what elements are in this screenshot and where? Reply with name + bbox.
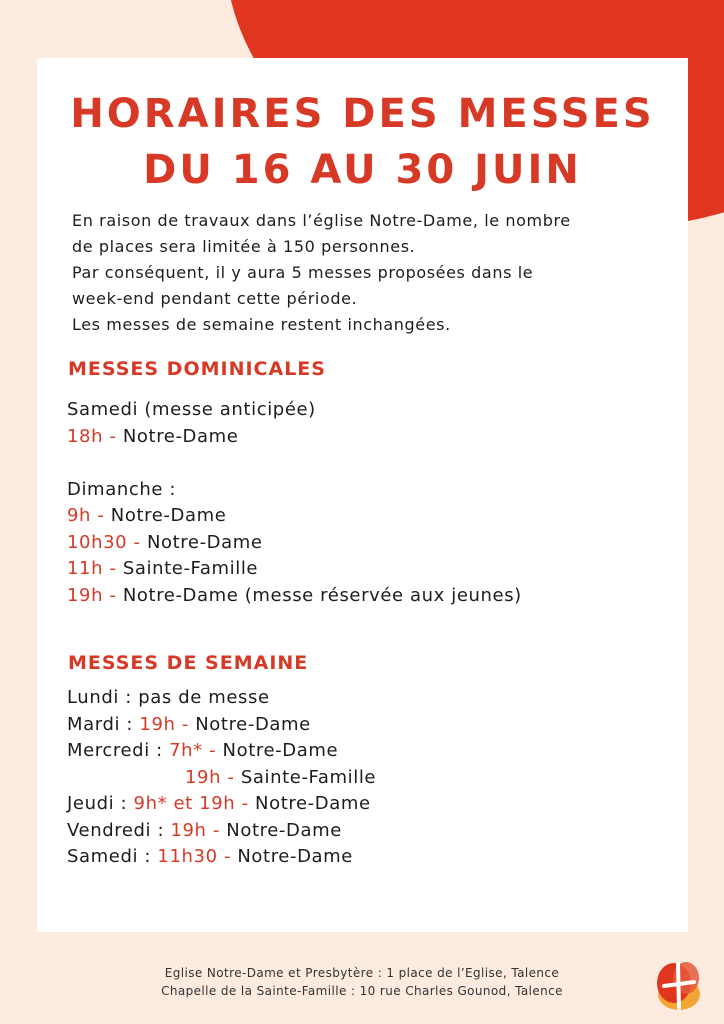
mass-time: 18h -	[67, 425, 117, 447]
mass-place: Sainte-Famille	[116, 558, 259, 579]
mass-row	[67, 556, 667, 583]
content-card	[37, 58, 688, 932]
intro-line: Les messes de semaine restent inchangées.	[72, 315, 451, 334]
day-label: Jeudi :	[67, 793, 134, 814]
page-title	[37, 86, 688, 198]
semaine-list	[67, 685, 667, 871]
heading-messes-de-semaine: MESSES DE SEMAINE	[68, 652, 309, 674]
mass-time: 19h -	[185, 766, 235, 788]
mass-time: 7h* -	[169, 740, 217, 761]
mass-row	[67, 583, 667, 610]
mass-place: Notre-Dame	[231, 846, 353, 867]
mass-time: 10h30 -	[67, 531, 141, 553]
mass-row	[67, 424, 667, 451]
title-line-1: HORAIRES DES MESSES	[70, 91, 655, 137]
dominicales-list	[67, 397, 667, 609]
intro-line: En raison de travaux dans l’église Notre-Dame, le nombre	[72, 211, 571, 230]
mass-time: 9h* et 19h -	[133, 793, 249, 814]
intro-line: week-end pendant cette période.	[72, 289, 358, 308]
vendredi-row	[67, 818, 667, 845]
footer-line: Eglise Notre-Dame et Presbytère : 1 place de l’Eglise, Talence	[164, 966, 560, 980]
mass-place: Sainte-Famille	[234, 766, 377, 788]
mass-time: 19h -	[67, 584, 117, 606]
day-label: Vendredi :	[67, 819, 171, 841]
mass-time: 9h -	[67, 505, 105, 526]
mass-place: Notre-Dame	[248, 793, 371, 814]
lundi-row: Lundi : pas de messe	[67, 687, 270, 708]
parish-logo-icon	[652, 958, 706, 1014]
mercredi-row	[67, 738, 667, 765]
dimanche-label: Dimanche :	[67, 478, 176, 500]
day-label: Mardi :	[67, 713, 140, 735]
samedi-label: Samedi (messe anticipée)	[67, 399, 316, 420]
mass-time: 19h -	[139, 713, 189, 735]
samedi-row	[67, 844, 667, 871]
mass-time: 11h -	[67, 558, 117, 579]
mass-row	[67, 530, 667, 557]
mercredi-row-2	[67, 765, 667, 792]
jeudi-row	[67, 791, 667, 818]
mass-place: Notre-Dame	[219, 819, 342, 841]
day-label: Samedi :	[67, 846, 158, 867]
mass-place: Notre-Dame (messe réservée aux jeunes)	[116, 584, 522, 606]
mass-place: Notre-Dame	[140, 531, 263, 553]
mass-time: 11h30 -	[157, 846, 232, 867]
mass-row	[67, 503, 667, 530]
mass-place: Notre-Dame	[104, 505, 227, 526]
intro-line: Par conséquent, il y aura 5 messes proposées dans le	[72, 263, 534, 282]
intro-paragraph	[72, 208, 672, 338]
intro-line: de places sera limitée à 150 personnes.	[72, 237, 416, 256]
footer-addresses	[0, 964, 724, 1000]
mass-place: Notre-Dame	[188, 713, 311, 735]
footer-line: Chapelle de la Sainte-Famille : 10 rue Charles Gounod, Talence	[161, 984, 563, 998]
day-label: Mercredi :	[67, 740, 170, 761]
mass-place: Notre-Dame	[216, 740, 339, 761]
mardi-row	[67, 712, 667, 739]
heading-messes-dominicales: MESSES DOMINICALES	[68, 358, 326, 380]
mass-place: Notre-Dame	[116, 425, 239, 447]
title-line-2: DU 16 AU 30 JUIN	[143, 147, 582, 193]
mass-time: 19h -	[170, 819, 220, 841]
